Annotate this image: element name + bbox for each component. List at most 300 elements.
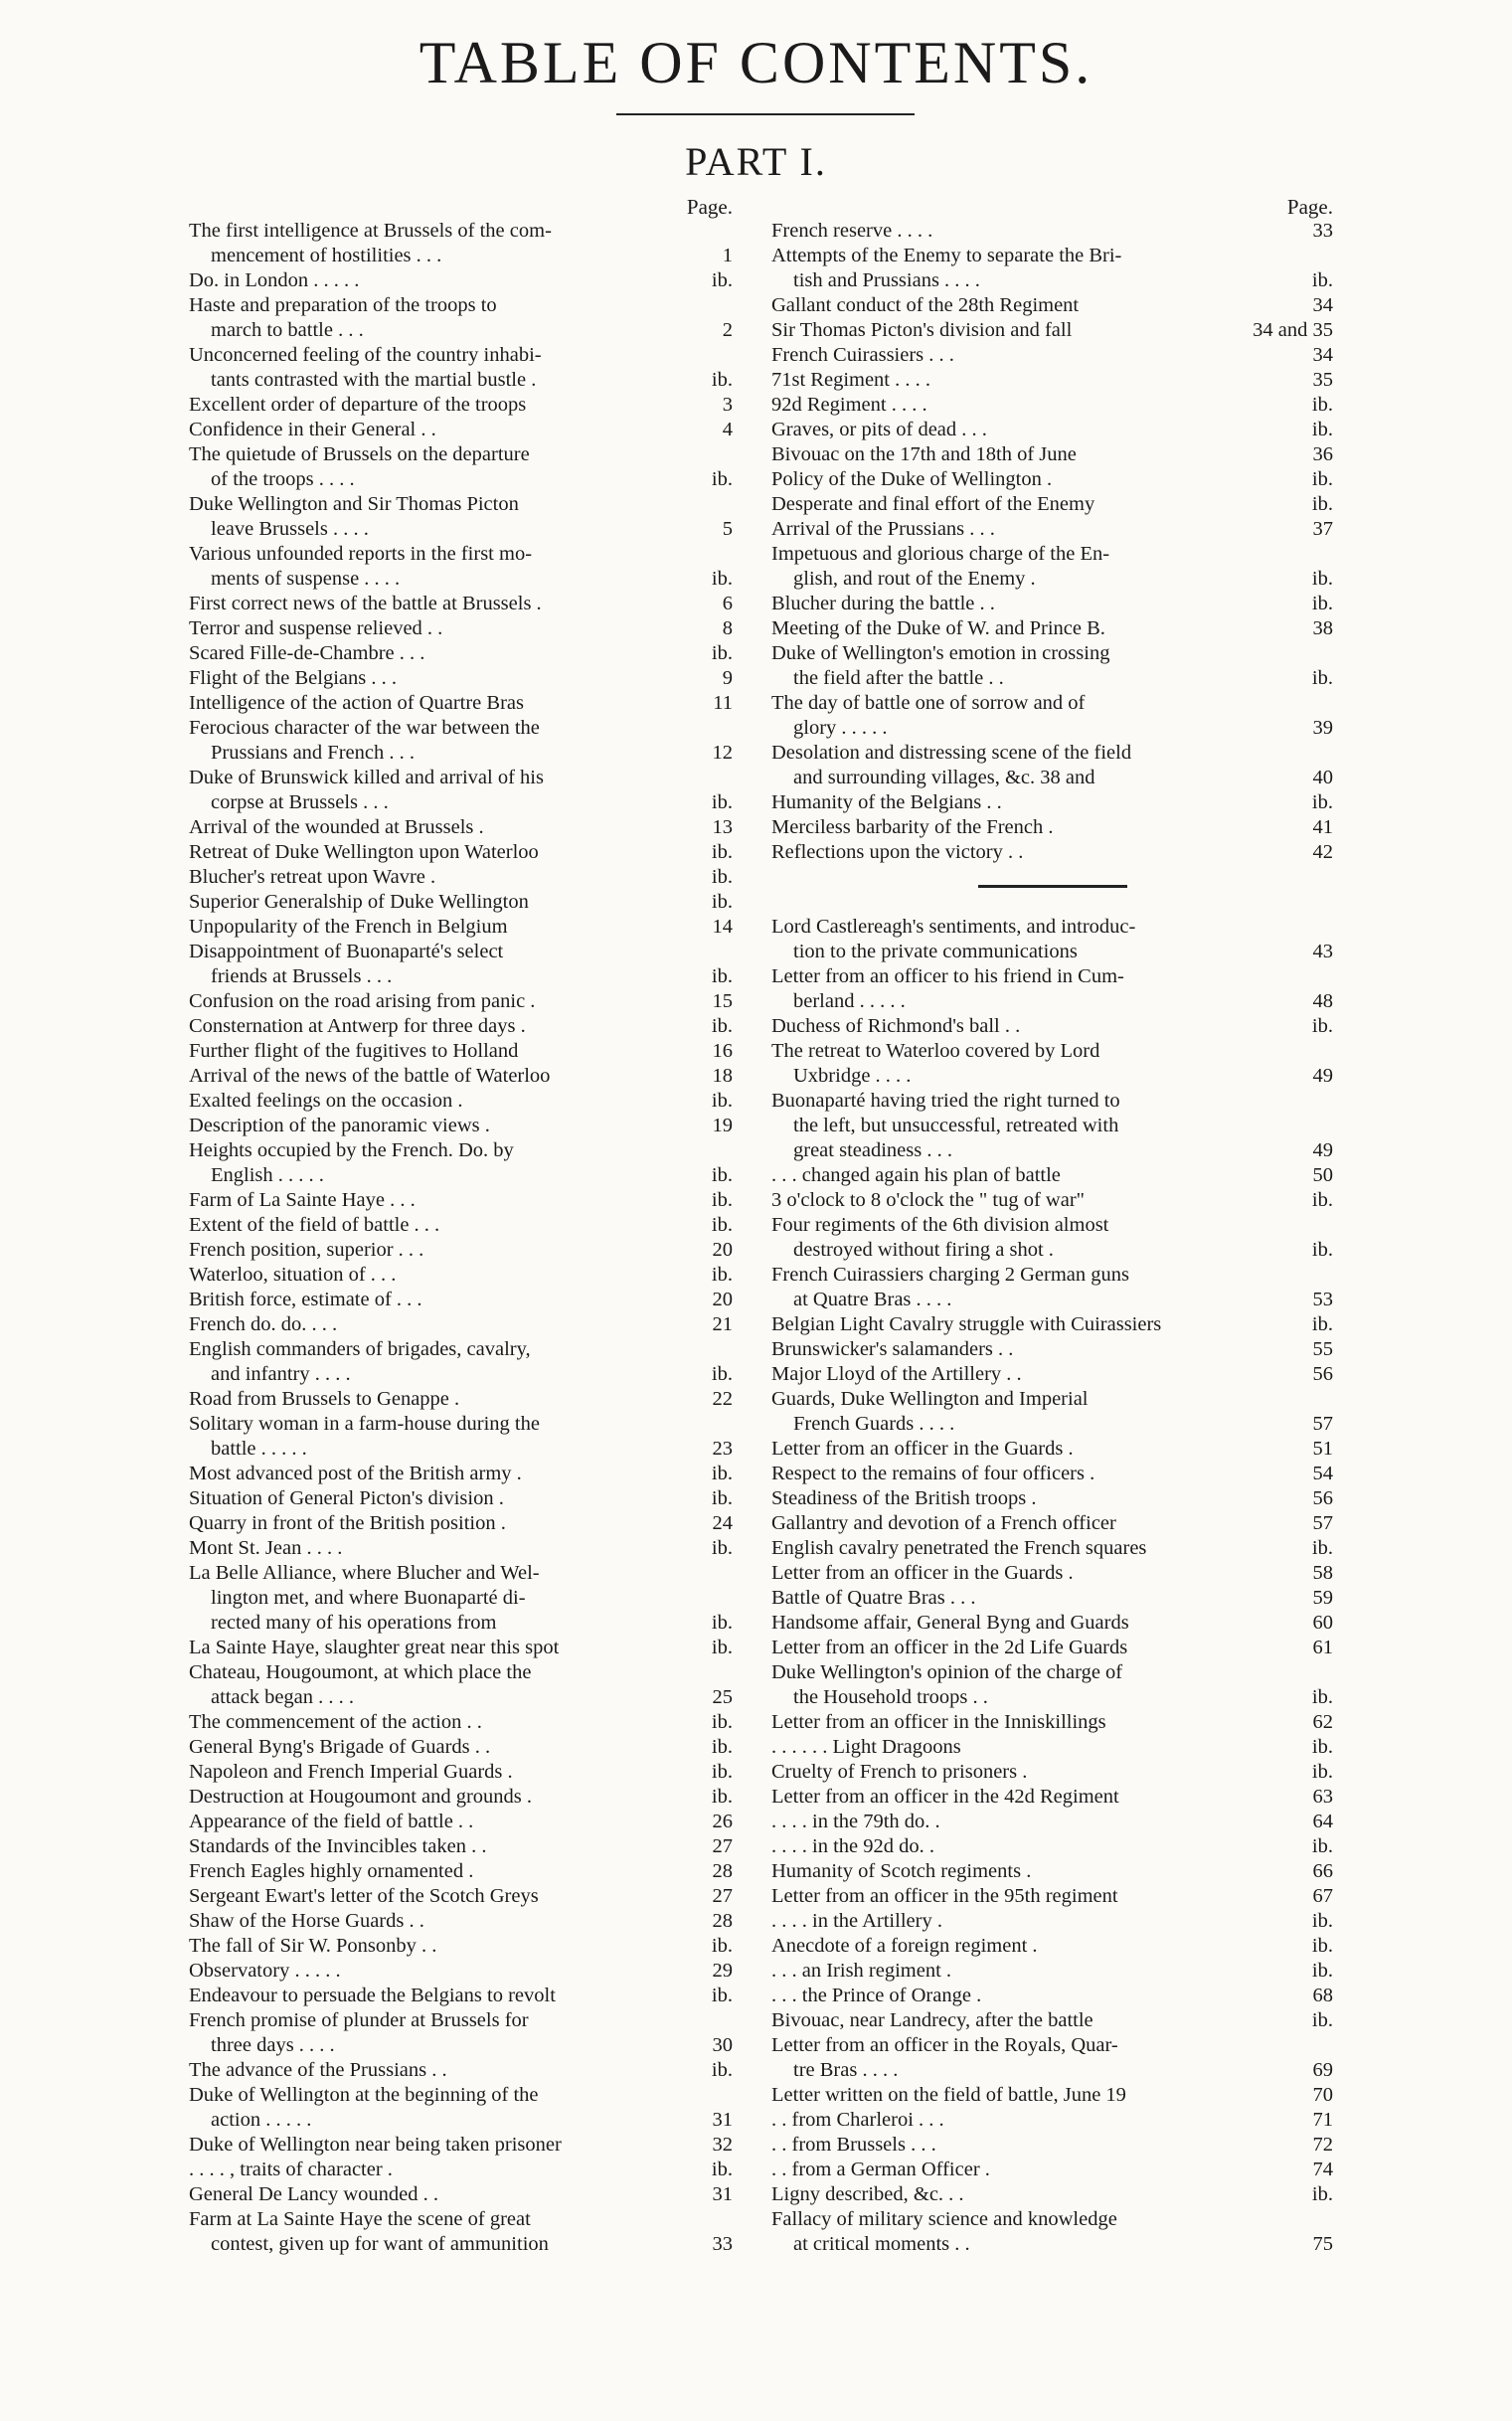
toc-entry: [771, 219, 1333, 244]
toc-entry-page: 34 and 35: [1253, 319, 1333, 341]
toc-entry-text: corpse at Brussels . . .: [211, 791, 389, 813]
toc-entry: [189, 393, 733, 418]
toc-entry: [189, 1984, 733, 2008]
toc-entry: [771, 790, 1333, 815]
toc-entry-text: ments of suspense . . . .: [211, 568, 401, 590]
toc-entry-text: Duke of Wellington near being taken prisoner: [189, 2134, 562, 2156]
toc-entry-text: tre Bras . . . .: [793, 2059, 899, 2081]
toc-entry-text: Napoleon and French Imperial Guards .: [189, 1761, 513, 1783]
toc-entry: [771, 1934, 1333, 1959]
toc-entry-text: Impetuous and glorious charge of the En-: [771, 543, 1110, 565]
toc-entry: [189, 815, 733, 840]
toc-entry-text: Graves, or pits of dead . . .: [771, 419, 987, 440]
toc-entry-text: Attempts of the Enemy to separate the Bri-: [771, 245, 1122, 266]
toc-entry: [771, 2008, 1333, 2033]
toc-entry-text: Observatory . . . . .: [189, 1960, 341, 1982]
toc-entry-page: ib.: [711, 1935, 733, 1957]
toc-entry: [189, 1387, 733, 1412]
toc-entry-page: ib.: [711, 642, 733, 664]
toc-entry-page: 1: [722, 245, 733, 266]
toc-entry-text: Four regiments of the 6th division almost: [771, 1214, 1109, 1236]
toc-entry-page: ib.: [1311, 1761, 1333, 1783]
toc-entry-page: 35: [1312, 369, 1333, 391]
toc-entry-page: ib.: [1311, 394, 1333, 416]
toc-entry-page: 19: [712, 1115, 733, 1136]
toc-entry-page: ib.: [1311, 1960, 1333, 1982]
toc-entry: [189, 741, 733, 766]
toc-entry-page: 57: [1312, 1413, 1333, 1435]
title-divider: [616, 113, 915, 115]
toc-entry: [771, 1536, 1333, 1561]
toc-entry-page: 54: [1312, 1463, 1333, 1484]
toc-entry: [771, 2033, 1333, 2058]
toc-entry-page: ib.: [1311, 1910, 1333, 1932]
toc-entry-page: 50: [1312, 1164, 1333, 1186]
toc-entry-page: ib.: [711, 1736, 733, 1758]
toc-entry-text: British force, estimate of . . .: [189, 1289, 422, 1310]
toc-entry: [771, 442, 1333, 467]
toc-entry: [189, 1834, 733, 1859]
toc-entry-page: ib.: [711, 1164, 733, 1186]
toc-entry-page: ib.: [711, 568, 733, 590]
toc-entry: [189, 1685, 733, 1710]
toc-entry: [189, 865, 733, 890]
toc-entry-page: [1327, 641, 1333, 666]
toc-entry-text: French Cuirassiers . . .: [771, 344, 954, 366]
toc-entry-text: Unconcerned feeling of the country inhabi-: [189, 344, 542, 366]
toc-entry-page: ib.: [711, 269, 733, 291]
toc-entry-text: The fall of Sir W. Ponsonby . .: [189, 1935, 437, 1957]
toc-entry-text: Desperate and final effort of the Enemy: [771, 493, 1095, 515]
toc-entry-page: 5: [722, 518, 733, 540]
toc-entry-page: ib.: [711, 1637, 733, 1658]
toc-entry-text: French position, superior . . .: [189, 1239, 424, 1261]
toc-entry: [189, 1238, 733, 1263]
toc-entry-text: . . . an Irish regiment .: [771, 1960, 952, 1982]
toc-entry-page: [1327, 2207, 1333, 2232]
toc-entry: [771, 1710, 1333, 1735]
toc-entry: [771, 2058, 1333, 2083]
toc-entry-page: 34: [1312, 344, 1333, 366]
toc-entry-text: Letter from an officer in the Royals, Quar-: [771, 2034, 1118, 2056]
toc-entry: [771, 2083, 1333, 2108]
toc-entry: [189, 666, 733, 691]
toc-entry-text: rected many of his operations from: [211, 1612, 497, 1634]
toc-entry-page: ib.: [711, 1214, 733, 1236]
toc-entry-text: . . . . , traits of character .: [189, 2159, 393, 2180]
toc-entry-page: 56: [1312, 1363, 1333, 1385]
toc-entry: [771, 1362, 1333, 1387]
toc-entry-text: Solitary woman in a farm-house during the: [189, 1413, 540, 1435]
toc-entry: [189, 2182, 733, 2207]
toc-entry-text: . . . the Prince of Orange .: [771, 1985, 982, 2006]
toc-entry-page: 12: [712, 742, 733, 764]
toc-entry-text: Confusion on the road arising from panic .: [189, 990, 536, 1012]
toc-entry-page: 43: [1312, 941, 1333, 962]
toc-entry-text: 3 o'clock to 8 o'clock the " tug of war": [771, 1189, 1086, 1211]
toc-entry-text: Duke Wellington's opinion of the charge of: [771, 1661, 1123, 1683]
toc-entry-page: [727, 1138, 733, 1163]
toc-entry-page: 42: [1312, 841, 1333, 863]
toc-entry-page: ib.: [711, 891, 733, 913]
toc-entry: [189, 1064, 733, 1089]
toc-entry: [189, 2232, 733, 2257]
toc-entry-text: the field after the battle . .: [793, 667, 1004, 689]
toc-entry-page: ib.: [1311, 1686, 1333, 1708]
toc-entry-text: Bivouac, near Landrecy, after the battle: [771, 2009, 1093, 2031]
toc-entry-text: English cavalry penetrated the French squares: [771, 1537, 1147, 1559]
toc-entry-page: 62: [1312, 1711, 1333, 1733]
toc-entry-page: [1327, 1387, 1333, 1412]
toc-entry: [189, 418, 733, 442]
toc-entry-text: French do. do. . . .: [189, 1313, 338, 1335]
toc-entry: [189, 1810, 733, 1834]
toc-entry-page: [727, 542, 733, 567]
toc-entry: [189, 940, 733, 964]
toc-entry: [771, 492, 1333, 517]
toc-entry-text: Letter written on the field of battle, June 19: [771, 2084, 1126, 2106]
toc-entry: [771, 1163, 1333, 1188]
toc-entry: [189, 1710, 733, 1735]
toc-entry-text: Blucher's retreat upon Wavre .: [189, 866, 436, 888]
toc-entry: [189, 989, 733, 1014]
toc-entry-text: berland . . . . .: [793, 990, 906, 1012]
toc-entry-text: Duke of Brunswick killed and arrival of his: [189, 767, 544, 788]
toc-entry-text: Sergeant Ewart's letter of the Scotch Greys: [189, 1885, 539, 1907]
toc-entry-text: Guards, Duke Wellington and Imperial: [771, 1388, 1089, 1410]
toc-entry: [189, 1735, 733, 1760]
toc-entry-page: ib.: [711, 1363, 733, 1385]
toc-entry-page: 55: [1312, 1338, 1333, 1360]
toc-entry-page: 29: [712, 1960, 733, 1982]
toc-entry: [189, 2083, 733, 2108]
toc-entry-page: 53: [1312, 1289, 1333, 1310]
toc-entry-page: 27: [712, 1885, 733, 1907]
toc-entry-page: [727, 2083, 733, 2108]
toc-entry-page: [727, 1561, 733, 1586]
toc-entry-text: Major Lloyd of the Artillery . .: [771, 1363, 1022, 1385]
toc-entry-text: contest, given up for want of ammunition: [211, 2233, 549, 2255]
toc-entry-text: Handsome affair, General Byng and Guards: [771, 1612, 1129, 1634]
toc-entry-text: The advance of the Prussians . .: [189, 2059, 447, 2081]
toc-entry: [189, 1412, 733, 1437]
toc-entry-text: English commanders of brigades, cavalry,: [189, 1338, 531, 1360]
toc-entry: [771, 1511, 1333, 1536]
toc-entry-text: and surrounding villages, &c. 38 and: [793, 767, 1095, 788]
toc-entry-text: Gallantry and devotion of a French officer: [771, 1512, 1116, 1534]
toc-entry-text: Letter from an officer in the 2d Life Guards: [771, 1637, 1128, 1658]
toc-entry-page: 26: [712, 1811, 733, 1832]
toc-entry-text: friends at Brussels . . .: [211, 965, 393, 987]
left-entry-list: [189, 219, 733, 2257]
toc-entry-page: [1327, 1660, 1333, 1685]
toc-entry: [771, 1909, 1333, 1934]
toc-entry-page: 57: [1312, 1512, 1333, 1534]
toc-entry: [189, 1089, 733, 1114]
toc-entry-text: Further flight of the fugitives to Holland: [189, 1040, 519, 1062]
toc-entry: [771, 1039, 1333, 1064]
toc-entry-page: [1327, 2033, 1333, 2058]
toc-entry-page: [727, 1412, 733, 1437]
toc-entry: [189, 890, 733, 915]
toc-entry-page: ib.: [711, 841, 733, 863]
toc-entry: [189, 2133, 733, 2158]
toc-entry-text: . . . . . . Light Dragoons: [771, 1736, 961, 1758]
toc-entry: [771, 1586, 1333, 1611]
toc-entry-text: Meeting of the Duke of W. and Prince B.: [771, 617, 1105, 639]
toc-entry-text: of the troops . . . .: [211, 468, 355, 490]
toc-entry: [771, 368, 1333, 393]
toc-entry-page: 33: [1312, 220, 1333, 242]
toc-entry-page: 63: [1312, 1786, 1333, 1808]
toc-entry: [189, 368, 733, 393]
toc-entry: [771, 592, 1333, 616]
toc-entry-page: 61: [1312, 1637, 1333, 1658]
toc-entry-page: 33: [712, 2233, 733, 2255]
toc-entry-text: General De Lancy wounded . .: [189, 2183, 439, 2205]
toc-entry-text: . . from Brussels . . .: [771, 2134, 936, 2156]
toc-entry-text: Battle of Quatre Bras . . .: [771, 1587, 976, 1609]
toc-entry-page: [727, 2008, 733, 2033]
toc-entry: [771, 467, 1333, 492]
toc-entry-text: tish and Prussians . . . .: [793, 269, 980, 291]
toc-entry-page: [1327, 1114, 1333, 1138]
toc-entry-page: ib.: [1311, 791, 1333, 813]
toc-entry: [189, 2008, 733, 2033]
toc-entry-text: Heights occupied by the French. Do. by: [189, 1139, 514, 1161]
toc-entry-text: Consternation at Antwerp for three days .: [189, 1015, 526, 1037]
toc-entry-page: 30: [712, 2034, 733, 2056]
toc-entry-page: 34: [1312, 294, 1333, 316]
toc-entry: [771, 2108, 1333, 2133]
toc-entry-text: Duke of Wellington's emotion in crossing: [771, 642, 1110, 664]
toc-entry: [189, 1511, 733, 1536]
toc-entry-page: ib.: [711, 1090, 733, 1112]
toc-entry-page: ib.: [1311, 1313, 1333, 1335]
toc-entry: [189, 2058, 733, 2083]
toc-entry: [189, 2158, 733, 2182]
toc-entry: [771, 691, 1333, 716]
toc-entry: [189, 1138, 733, 1163]
toc-entry: [771, 666, 1333, 691]
toc-entry-page: [727, 219, 733, 244]
toc-entry-text: Steadiness of the British troops .: [771, 1487, 1037, 1509]
toc-entry-page: [1327, 964, 1333, 989]
toc-entry-page: 11: [713, 692, 733, 714]
toc-entry-text: Letter from an officer in the 95th regiment: [771, 1885, 1118, 1907]
toc-entry: [771, 741, 1333, 766]
toc-entry: [771, 641, 1333, 666]
toc-entry: [771, 716, 1333, 741]
toc-entry: [771, 318, 1333, 343]
toc-entry-page: ib.: [1311, 1835, 1333, 1857]
toc-entry-page: 37: [1312, 518, 1333, 540]
toc-entry: [771, 989, 1333, 1014]
toc-entry-text: Ligny described, &c. . .: [771, 2183, 964, 2205]
section-divider: [978, 885, 1127, 888]
toc-entry-text: Destruction at Hougoumont and grounds .: [189, 1786, 533, 1808]
toc-entry-page: ib.: [711, 2059, 733, 2081]
toc-entry: [771, 343, 1333, 368]
toc-entry-text: The day of battle one of sorrow and of: [771, 692, 1086, 714]
toc-entry-text: three days . . . .: [211, 2034, 335, 2056]
toc-entry-text: Belgian Light Cavalry struggle with Cuirassiers: [771, 1313, 1162, 1335]
toc-entry-text: Endeavour to persuade the Belgians to revolt: [189, 1985, 556, 2006]
toc-entry: [771, 1288, 1333, 1312]
toc-entry-text: . . . . in the 92d do. .: [771, 1835, 934, 1857]
toc-entry: [771, 1064, 1333, 1089]
toc-entry: [189, 268, 733, 293]
toc-entry-page: 48: [1312, 990, 1333, 1012]
toc-entry-page: [727, 343, 733, 368]
toc-entry-page: ib.: [1311, 2009, 1333, 2031]
toc-entry-page: 28: [712, 1860, 733, 1882]
toc-entry-text: Letter from an officer to his friend in Cum-: [771, 965, 1124, 987]
toc-entry-text: Flight of the Belgians . . .: [189, 667, 397, 689]
toc-entry: [771, 393, 1333, 418]
toc-entry: [771, 268, 1333, 293]
toc-entry-page: 72: [1312, 2134, 1333, 2156]
toc-entry-page: ib.: [1311, 1935, 1333, 1957]
part-heading: PART I.: [685, 139, 827, 184]
toc-entry-text: Superior Generalship of Duke Wellington: [189, 891, 529, 913]
toc-entry: [771, 1685, 1333, 1710]
toc-entry-text: La Belle Alliance, where Blucher and Wel-: [189, 1562, 540, 1584]
toc-entry-page: [727, 1660, 733, 1685]
toc-entry: [189, 1039, 733, 1064]
toc-entry-page: 21: [712, 1313, 733, 1335]
toc-entry-text: Retreat of Duke Wellington upon Waterloo: [189, 841, 539, 863]
toc-entry: [771, 1959, 1333, 1984]
toc-entry-text: . . from a German Officer .: [771, 2159, 990, 2180]
toc-entry: [189, 1561, 733, 1586]
toc-entry-text: Extent of the field of battle . . .: [189, 1214, 440, 1236]
toc-entry-page: 18: [712, 1065, 733, 1087]
toc-entry: [189, 2033, 733, 2058]
toc-entry: [189, 616, 733, 641]
toc-entry-text: Haste and preparation of the troops to: [189, 294, 497, 316]
toc-entry-page: 20: [712, 1289, 733, 1310]
toc-entry-text: Prussians and French . . .: [211, 742, 415, 764]
toc-entry-text: Merciless barbarity of the French .: [771, 816, 1054, 838]
toc-entry-text: Brunswicker's salamanders . .: [771, 1338, 1014, 1360]
toc-entry: [771, 1412, 1333, 1437]
toc-entry-text: Letter from an officer in the Guards .: [771, 1438, 1074, 1460]
toc-entry: [189, 716, 733, 741]
toc-entry-text: Chateau, Hougoumont, at which place the: [189, 1661, 532, 1683]
toc-entry-text: Farm of La Sainte Haye . . .: [189, 1189, 416, 1211]
toc-entry-text: Cruelty of French to prisoners .: [771, 1761, 1028, 1783]
toc-entry: [189, 1611, 733, 1636]
toc-entry: [189, 1188, 733, 1213]
toc-entry-page: ib.: [711, 1786, 733, 1808]
toc-entry-text: Uxbridge . . . .: [793, 1065, 912, 1087]
toc-entry-page: ib.: [711, 791, 733, 813]
toc-entry-text: English . . . . .: [211, 1164, 324, 1186]
toc-entry-page: ib.: [711, 468, 733, 490]
toc-entry: [771, 1611, 1333, 1636]
toc-entry-page: [1327, 915, 1333, 940]
toc-entry: [771, 1462, 1333, 1486]
toc-entry: [771, 1561, 1333, 1586]
toc-entry: [771, 1114, 1333, 1138]
toc-entry-page: 49: [1312, 1065, 1333, 1087]
toc-entry: [189, 343, 733, 368]
toc-entry: [189, 1884, 733, 1909]
toc-entry-text: Standards of the Invincibles taken . .: [189, 1835, 487, 1857]
left-page-heading: Page.: [686, 195, 733, 219]
toc-entry: [189, 641, 733, 666]
toc-entry-text: 71st Regiment . . . .: [771, 369, 931, 391]
toc-entry-text: Disappointment of Buonaparté's select: [189, 941, 504, 962]
toc-entry: [189, 915, 733, 940]
toc-entry-page: 64: [1312, 1811, 1333, 1832]
toc-entry: [771, 1014, 1333, 1039]
toc-entry-text: Terror and suspense relieved . .: [189, 617, 443, 639]
toc-entry-page: [727, 492, 733, 517]
toc-entry-page: 22: [712, 1388, 733, 1410]
toc-entry: [771, 1636, 1333, 1660]
toc-entry: [189, 492, 733, 517]
toc-entry-text: Humanity of the Belgians . .: [771, 791, 1002, 813]
toc-entry-text: The commencement of the action . .: [189, 1711, 482, 1733]
toc-entry-page: ib.: [1311, 593, 1333, 614]
toc-entry-page: 51: [1312, 1438, 1333, 1460]
toc-entry-page: ib.: [711, 1463, 733, 1484]
toc-entry: [189, 1213, 733, 1238]
toc-entry: [771, 1387, 1333, 1412]
toc-entry-text: Letter from an officer in the Guards .: [771, 1562, 1074, 1584]
toc-entry-page: ib.: [1311, 269, 1333, 291]
toc-entry-text: Arrival of the Prussians . . .: [771, 518, 995, 540]
toc-entry: [771, 1138, 1333, 1163]
toc-entry-text: French reserve . . . .: [771, 220, 933, 242]
toc-entry: [189, 1362, 733, 1387]
toc-entry: [189, 1014, 733, 1039]
toc-entry: [771, 1337, 1333, 1362]
toc-entry-page: ib.: [1311, 1736, 1333, 1758]
toc-entry-page: ib.: [711, 369, 733, 391]
toc-entry-text: glish, and rout of the Enemy .: [793, 568, 1036, 590]
toc-entry-text: The quietude of Brussels on the departure: [189, 443, 530, 465]
toc-entry: [771, 766, 1333, 790]
toc-entry: [189, 1934, 733, 1959]
toc-entry: [189, 2108, 733, 2133]
toc-entry: [771, 940, 1333, 964]
toc-entry-text: La Sainte Haye, slaughter great near this spot: [189, 1637, 560, 1658]
toc-entry-text: Excellent order of departure of the troops: [189, 394, 527, 416]
toc-entry-page: 68: [1312, 1985, 1333, 2006]
toc-entry: [189, 1909, 733, 1934]
toc-entry-page: ib.: [711, 1189, 733, 1211]
toc-entry-text: French Cuirassiers charging 2 German guns: [771, 1264, 1130, 1286]
toc-entry-page: 74: [1312, 2159, 1333, 2180]
toc-entry: [771, 2182, 1333, 2207]
toc-entry-text: battle . . . . .: [211, 1438, 307, 1460]
toc-entry: [771, 1834, 1333, 1859]
toc-entry-page: 3: [722, 394, 733, 416]
toc-entry: [771, 567, 1333, 592]
toc-entry-text: lington met, and where Buonaparté di-: [211, 1587, 526, 1609]
toc-entry: [189, 567, 733, 592]
toc-entry-page: ib.: [711, 1985, 733, 2006]
toc-entry-page: 15: [712, 990, 733, 1012]
toc-entry-page: [1327, 542, 1333, 567]
toc-entry-text: Reflections upon the victory . .: [771, 841, 1024, 863]
toc-entry-page: 23: [712, 1438, 733, 1460]
toc-entry-text: and infantry . . . .: [211, 1363, 351, 1385]
toc-entry-text: Duchess of Richmond's ball . .: [771, 1015, 1021, 1037]
